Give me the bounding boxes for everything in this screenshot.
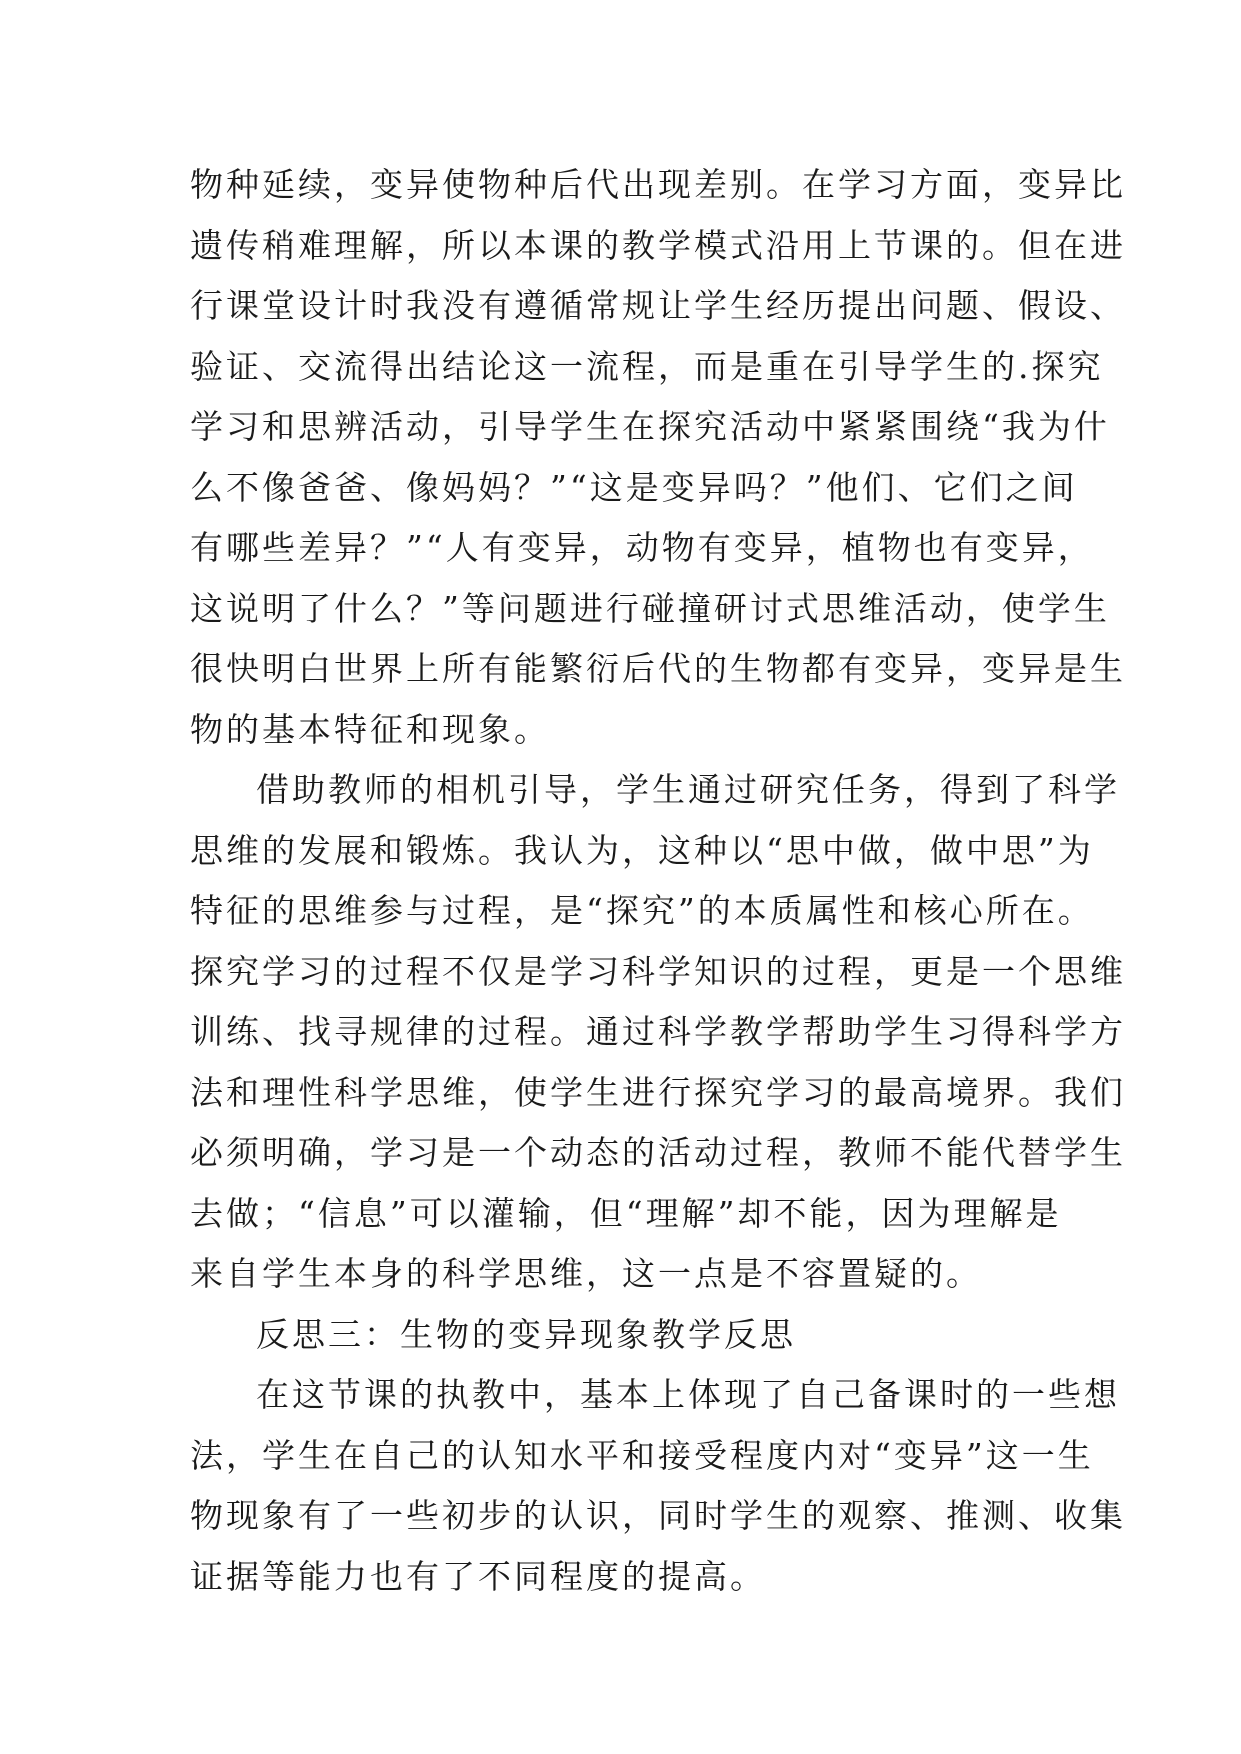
paragraph-start-line: 借助教师的相机引导，学生通过研究任务，得到了科学 [256, 770, 1120, 809]
text-line: 物种延续，变异使物种后代出现差别。在学习方面，变异比 [190, 165, 1126, 204]
text-line: 有哪些差异？”“人有变异，动物有变异，植物也有变异， [190, 528, 1094, 567]
text-line: 么不像爸爸、像妈妈？”“这是变异吗？”他们、它们之间 [190, 467, 1078, 507]
text-line: 遗传稍难理解，所以本课的教学模式沿用上节课的。但在进 [190, 225, 1126, 265]
text-line: 必须明确，学习是一个动态的活动过程，教师不能代替学生 [190, 1133, 1126, 1172]
text-line: 法和理性科学思维，使学生进行探究学习的最高境界。我们 [190, 1072, 1126, 1112]
paragraph-start-line: 在这节课的执教中，基本上体现了自己备课时的一些想 [256, 1375, 1120, 1414]
text-line: 学习和思辨活动，引导学生在探究活动中紧紧围绕“我为什 [190, 407, 1110, 446]
text-line: 行课堂设计时我没有遵循常规让学生经历提出问题、假设、 [190, 286, 1126, 325]
text-line: 这说明了什么？”等问题进行碰撞研讨式思维活动，使学生 [190, 588, 1110, 628]
text-line: 去做；“信息”可以灌输，但“理解”却不能，因为理解是 [190, 1193, 1062, 1233]
text-line: 训练、找寻规律的过程。通过科学教学帮助学生习得科学方 [190, 1012, 1126, 1051]
section-heading: 反思三：生物的变异现象教学反思 [256, 1314, 796, 1354]
text-line: 验证、交流得出结论这一流程，而是重在引导学生的.探究 [190, 346, 1104, 386]
text-line: 思维的发展和锻炼。我认为，这种以“思中做，做中思”为 [190, 830, 1094, 870]
text-line: 物的基本特征和现象。 [190, 709, 550, 749]
text-line: 很快明白世界上所有能繁衍后代的生物都有变异，变异是生 [190, 649, 1126, 688]
text-line: 探究学习的过程不仅是学习科学知识的过程，更是一个思维 [190, 951, 1126, 991]
text-line: 特征的思维参与过程，是“探究”的本质属性和核心所在。 [190, 891, 1094, 930]
text-line: 法，学生在自己的认知水平和接受程度内对“变异”这一生 [190, 1435, 1094, 1475]
text-line: 物现象有了一些初步的认识，同时学生的观察、推测、收集 [190, 1496, 1126, 1535]
text-line: 证据等能力也有了不同程度的提高。 [190, 1556, 766, 1596]
text-line: 来自学生本身的科学思维，这一点是不容置疑的。 [190, 1254, 982, 1293]
document-body [190, 155, 1126, 1607]
